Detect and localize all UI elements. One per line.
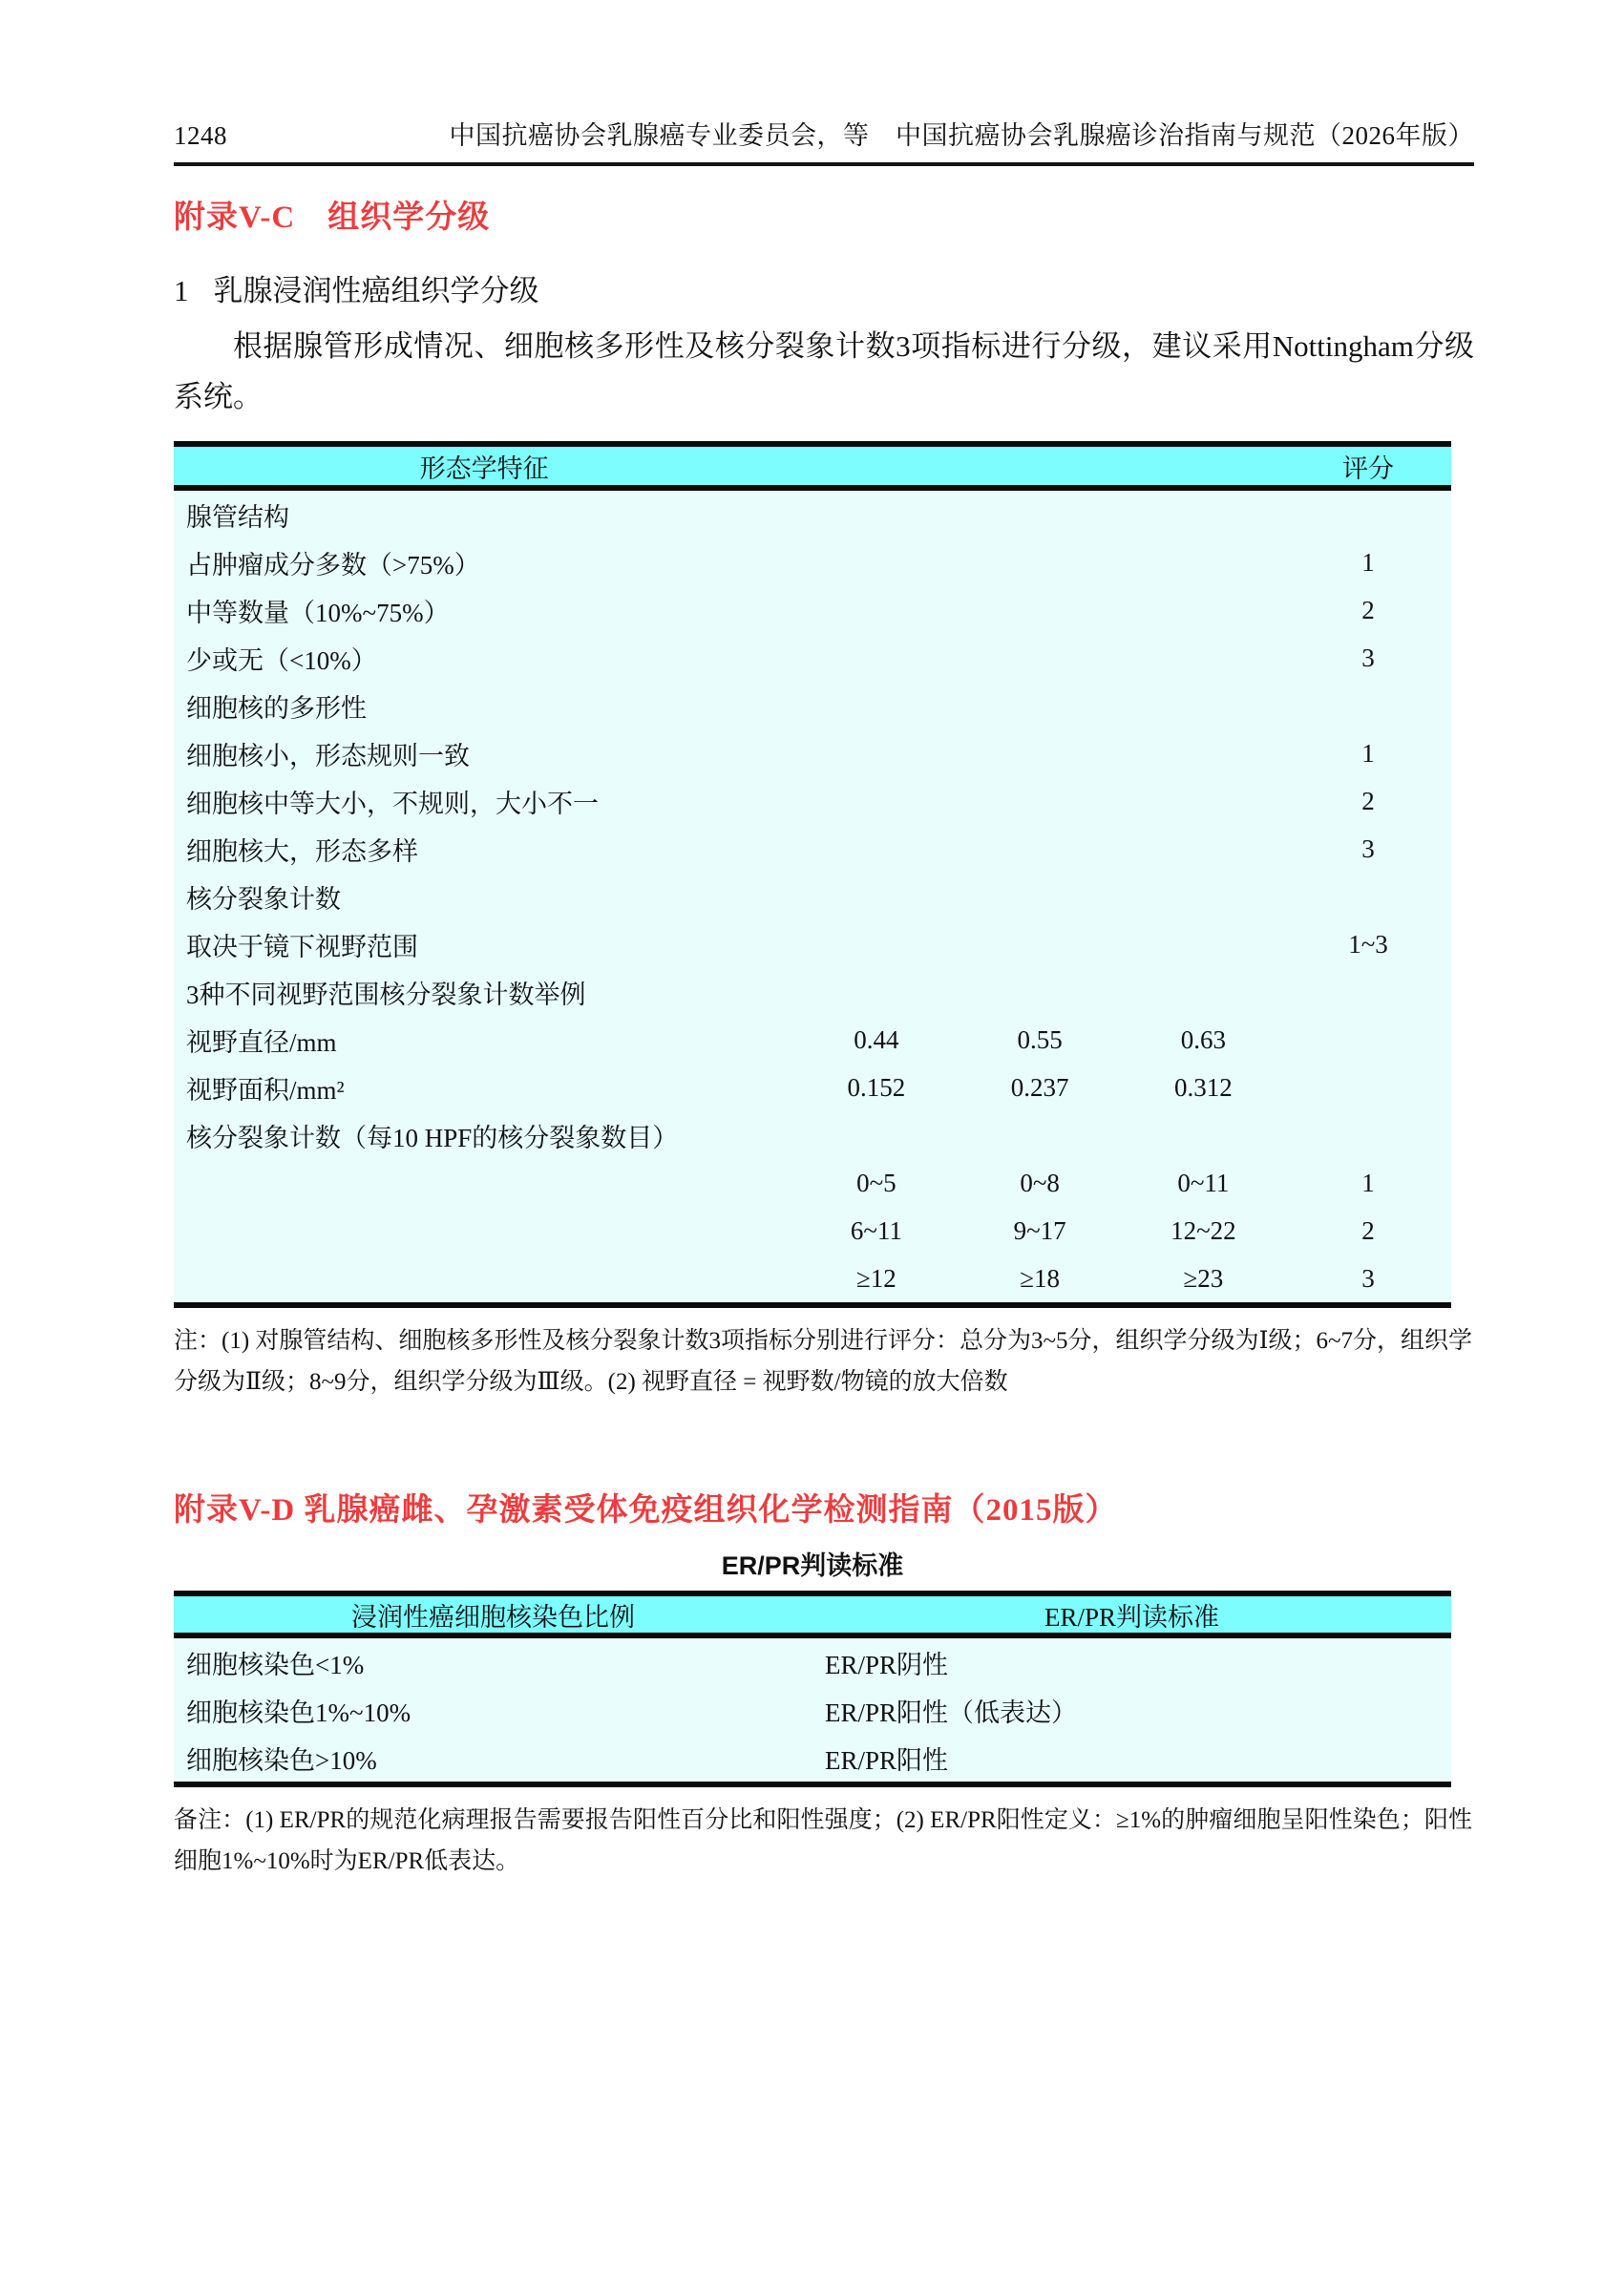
row-interpretation: ER/PR阳性（低表达） <box>825 1698 1078 1727</box>
subsection-1-heading <box>174 266 1474 309</box>
appendix-vd-heading: 附录V-D 乳腺癌雌、孕激素受体免疫组织化学检测指南（2015版） <box>174 1493 1118 1528</box>
row-value-field1: 0~5 <box>856 1168 896 1197</box>
row-label: 少或无（<10%） <box>186 645 377 675</box>
column-header-interpretation: ER/PR判读标准 <box>1044 1602 1220 1632</box>
grading-table-row <box>174 1159 1451 1207</box>
row-value-field2: 0~8 <box>1020 1168 1060 1197</box>
row-value-field2: 9~17 <box>1013 1215 1066 1245</box>
running-head-title: 中国抗癌协会乳腺癌专业委员会，等 中国抗癌协会乳腺癌诊治指南与规范（2026年版） <box>449 121 1474 150</box>
row-value-field3: 12~22 <box>1171 1215 1236 1245</box>
grading-table-row <box>174 825 1451 873</box>
column-header-staining-ratio: 浸润性癌细胞核染色比例 <box>351 1602 635 1632</box>
erpr-table-note: 备注：(1) ER/PR的规范化病理报告需要报告阳性百分比和阳性强度；(2) ER/PR阳性定义：≥1%的肿瘤细胞呈阳性染色；阳性细胞1%~10%时为ER/PR低表达。 <box>174 1807 1472 1874</box>
row-label: 腺管结构 <box>186 502 289 532</box>
row-value-field1: 0.44 <box>854 1024 899 1054</box>
row-score: 1 <box>1361 738 1375 768</box>
running-header <box>174 115 1474 152</box>
row-label: 占肿瘤成分多数（>75%） <box>186 550 480 580</box>
grading-table-header <box>174 447 1451 491</box>
grading-table <box>174 441 1451 1308</box>
subsection-title: 乳腺浸润性癌组织学分级 <box>213 274 539 307</box>
row-value-field3: 0~11 <box>1177 1168 1230 1197</box>
grading-table-row <box>174 586 1451 634</box>
grading-table-row <box>174 491 1451 538</box>
grading-table-row <box>174 873 1451 920</box>
row-label: 取决于镜下视野范围 <box>186 932 418 961</box>
row-score: 2 <box>1361 1215 1375 1245</box>
row-value-field3: 0.63 <box>1180 1024 1227 1054</box>
row-staining-ratio: 细胞核染色>10% <box>186 1745 377 1775</box>
grading-table-row <box>174 1111 1451 1159</box>
row-label: 细胞核中等大小，不规则，大小不一 <box>186 789 599 818</box>
row-interpretation: ER/PR阴性 <box>825 1650 949 1679</box>
grading-table-row <box>174 920 1451 968</box>
grading-table-row <box>174 634 1451 682</box>
row-value-field2: 0.55 <box>1017 1024 1063 1054</box>
grading-table-row <box>174 1016 1451 1064</box>
grading-table-row <box>174 968 1451 1016</box>
row-label: 细胞核的多形性 <box>186 693 367 723</box>
row-interpretation: ER/PR阳性 <box>825 1745 949 1775</box>
row-score: 3 <box>1361 643 1375 672</box>
grading-table-body <box>174 491 1451 1302</box>
grading-table-row <box>174 1255 1451 1302</box>
intro-paragraph: 根据腺管形成情况、细胞核多形性及核分裂象计数3项指标进行分级，建议采用Nottingham分级系统。 <box>174 329 1474 413</box>
row-label: 细胞核小，形态规则一致 <box>186 741 470 770</box>
row-label: 3种不同视野范围核分裂象计数举例 <box>186 980 586 1009</box>
grading-table-note: 注：(1) 对腺管结构、细胞核多形性及核分裂象计数3项指标分别进行评分：总分为3~5分，组织学分级为Ⅰ级；6~7分，组织学分级为Ⅱ级；8~9分，组织学分级为Ⅲ级。(2) 视野直径 = 视野数/物镜的放大倍数 <box>174 1328 1472 1395</box>
column-header-morphology: 形态学特征 <box>419 453 549 483</box>
row-label: 中等数量（10%~75%） <box>186 598 450 627</box>
grading-table-row <box>174 729 1451 777</box>
erpr-table-header <box>174 1596 1451 1638</box>
grading-table-row <box>174 682 1451 729</box>
row-score: 3 <box>1361 833 1375 863</box>
row-score: 2 <box>1361 786 1375 815</box>
row-label: 视野面积/mm² <box>186 1075 345 1105</box>
row-value-field1: 0.152 <box>847 1072 906 1102</box>
row-score: 1 <box>1361 1168 1375 1197</box>
row-score: 1 <box>1361 547 1375 577</box>
row-score: 2 <box>1361 595 1375 624</box>
column-header-score: 评分 <box>1342 453 1394 483</box>
grading-table-row <box>174 538 1451 586</box>
row-value-field1: ≥12 <box>855 1263 896 1293</box>
erpr-table-caption: ER/PR判读标准 <box>721 1551 904 1580</box>
subsection-number: 1 <box>174 274 189 307</box>
row-label: 细胞核大，形态多样 <box>186 836 418 866</box>
erpr-table-row <box>174 1638 1451 1686</box>
page-content <box>174 0 1474 1882</box>
row-value-field3: ≥23 <box>1183 1263 1224 1293</box>
erpr-table-body <box>174 1638 1451 1782</box>
erpr-table <box>174 1591 1451 1787</box>
grading-table-row <box>174 1064 1451 1111</box>
header-rule <box>174 162 1474 166</box>
row-score: 1~3 <box>1348 929 1388 959</box>
row-label: 核分裂象计数 <box>186 884 341 914</box>
page-number: 1248 <box>174 121 227 150</box>
row-staining-ratio: 细胞核染色<1% <box>186 1650 365 1679</box>
row-value-field2: 0.237 <box>1010 1072 1069 1102</box>
grading-table-row <box>174 1207 1451 1255</box>
erpr-table-row <box>174 1686 1451 1734</box>
row-value-field1: 6~11 <box>850 1215 902 1245</box>
row-value-field3: 0.312 <box>1174 1072 1233 1102</box>
erpr-table-row <box>174 1734 1451 1782</box>
row-score: 3 <box>1361 1263 1375 1293</box>
row-label: 视野直径/mm <box>186 1027 337 1057</box>
row-label: 核分裂象计数（每10 HPF的核分裂象数目） <box>186 1123 679 1152</box>
row-staining-ratio: 细胞核染色1%~10% <box>186 1698 411 1727</box>
row-value-field2: ≥18 <box>1020 1263 1061 1293</box>
appendix-vc-heading: 附录V-C 组织学分级 <box>174 200 491 235</box>
grading-table-row <box>174 777 1451 825</box>
